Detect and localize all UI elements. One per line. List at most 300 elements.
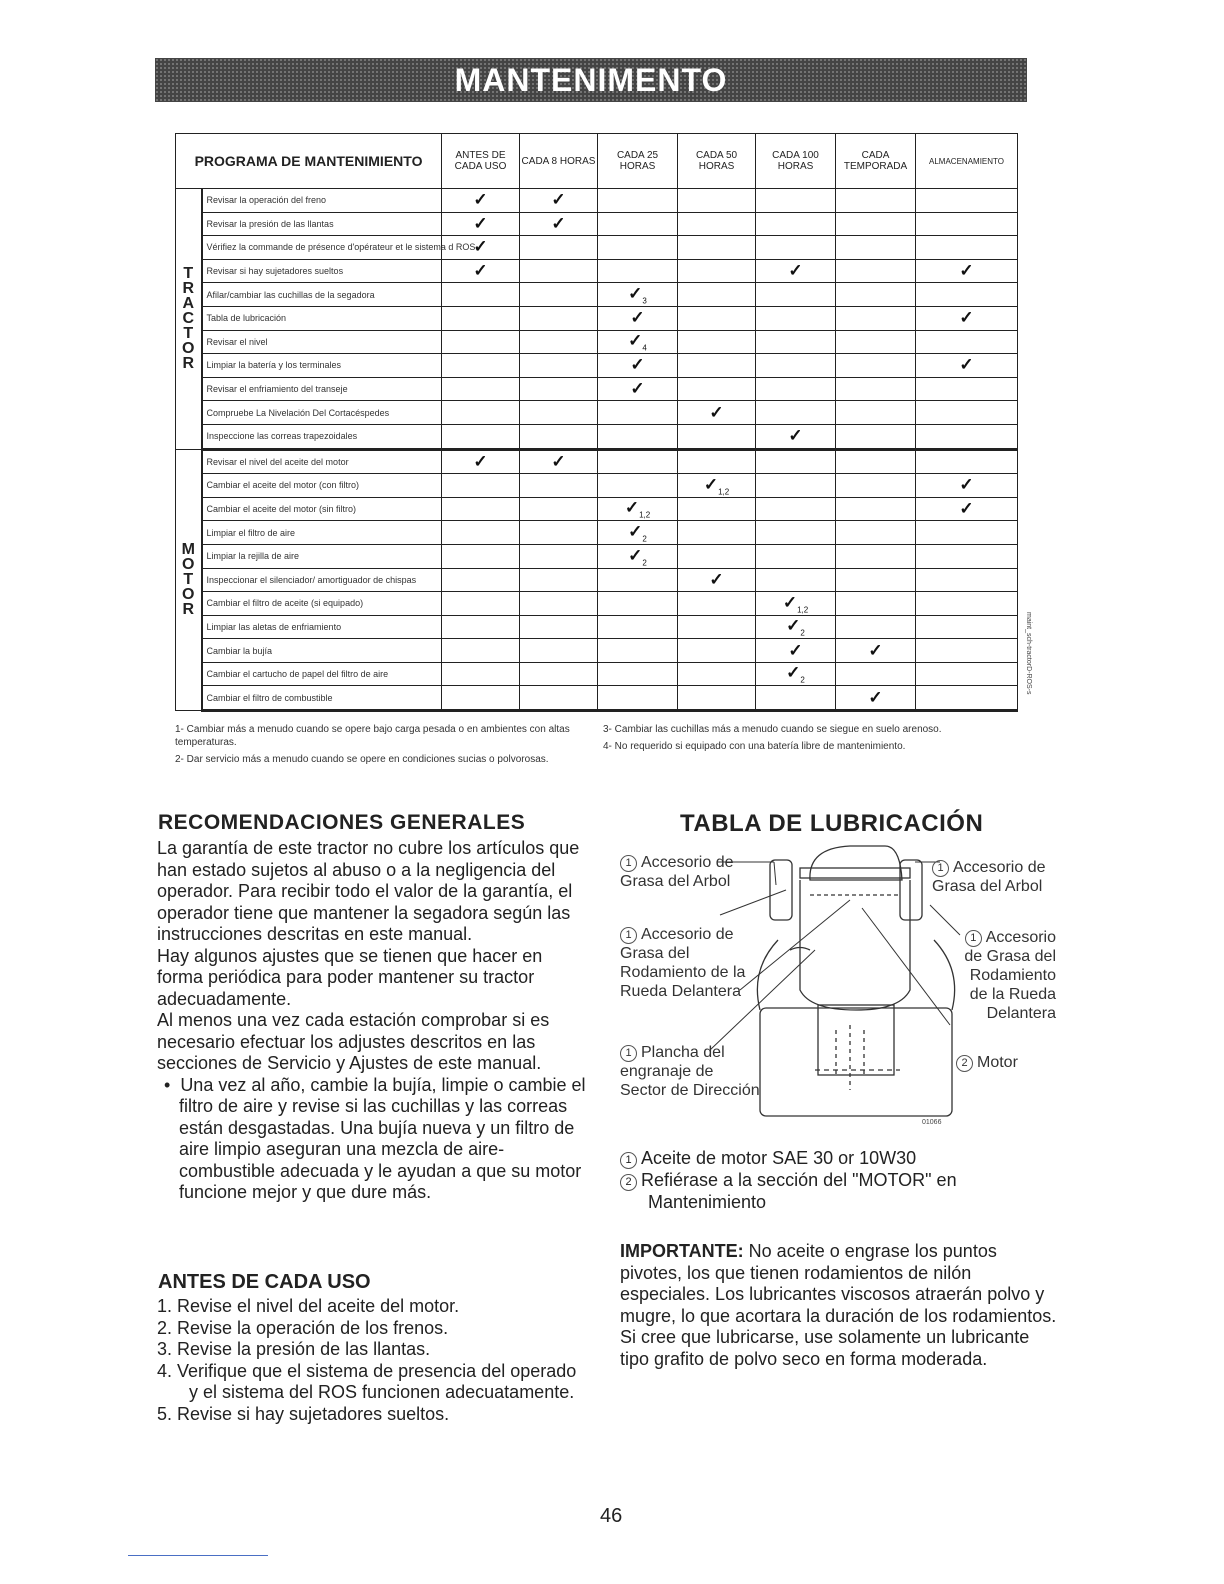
interval-cell <box>442 686 520 711</box>
interval-cell <box>678 615 756 639</box>
task-cell: Revisar el enfriamiento del transeje <box>202 377 442 401</box>
interval-cell <box>442 259 520 283</box>
interval-cell <box>916 424 1018 449</box>
check-mark-icon: ✓ <box>868 687 883 707</box>
interval-cell <box>598 686 678 711</box>
interval-cell <box>836 497 916 521</box>
important-label: IMPORTANTE: <box>620 1241 744 1261</box>
footnote-ref: 2 <box>800 675 805 685</box>
task-cell: Compruebe La Nivelación Del Cortacéspedes <box>202 401 442 425</box>
before-use-list <box>157 1296 587 1425</box>
interval-cell <box>836 662 916 686</box>
check-mark-icon: ✓ <box>551 190 566 210</box>
check-mark-icon: ✓ <box>959 308 974 328</box>
number-1-icon: 1 <box>620 927 637 944</box>
schedule-row <box>176 424 1018 449</box>
footnotes-left <box>175 723 575 770</box>
footnotes-right <box>603 723 1023 757</box>
interval-cell <box>678 401 756 425</box>
interval-cell <box>916 639 1018 663</box>
check-mark-icon: ✓ <box>788 261 803 281</box>
interval-cell <box>678 330 756 354</box>
footer-rule <box>128 1555 268 1556</box>
check-mark-icon: ✓ <box>473 237 488 257</box>
interval-cell <box>756 306 836 330</box>
interval-cell <box>678 259 756 283</box>
interval-cell <box>598 424 678 449</box>
footnote: 1- Cambiar más a menudo cuando se opere bajo carga pesada o en ambientes con altas temperaturas. <box>175 724 570 748</box>
check-mark-icon: ✓ <box>959 499 974 519</box>
task-cell: Revisar la presión de las llantas <box>202 212 442 236</box>
maintenance-schedule-table <box>175 133 1018 712</box>
interval-cell <box>916 212 1018 236</box>
transmission-lines <box>836 1025 864 1090</box>
interval-cell <box>836 615 916 639</box>
interval-cell <box>756 377 836 401</box>
task-cell: Limpiar el filtro de aire <box>202 521 442 545</box>
interval-cell <box>678 377 756 401</box>
interval-cell <box>442 474 520 498</box>
interval-cell <box>442 449 520 474</box>
task-cell: Revisar el nivel del aceite del motor <box>202 449 442 474</box>
interval-cell <box>916 592 1018 616</box>
interval-cell <box>916 474 1018 498</box>
tractor-body <box>800 880 910 1010</box>
interval-cell <box>442 615 520 639</box>
schedule-row <box>176 474 1018 498</box>
interval-cell <box>836 639 916 663</box>
check-mark-icon: ✓ <box>786 616 801 636</box>
check-mark-icon: ✓ <box>551 213 566 233</box>
check-mark-icon: ✓ <box>703 474 719 494</box>
interval-cell <box>756 236 836 260</box>
interval-cell <box>520 639 598 663</box>
interval-cell <box>442 236 520 260</box>
note-item: 2 Refiérase a la sección del "MOTOR" en Mantenimiento <box>620 1169 1060 1213</box>
schedule-row <box>176 330 1018 354</box>
interval-cell <box>678 639 756 663</box>
list-item: 3. Revise la presión de las llantas. <box>157 1339 431 1359</box>
interval-cell <box>836 401 916 425</box>
paragraph: La garantía de este tractor no cubre los artículos que han estado sujetos al abuso o a la negligencia del operador. Para recibir todo el valor de la garantía, el operador tiene que mantener la segadora según las instrucciones descritas en este manual. <box>157 838 580 944</box>
interval-cell <box>916 449 1018 474</box>
interval-cell <box>520 330 598 354</box>
interval-cell <box>598 592 678 616</box>
header-cell: CADA 25 HORAS <box>598 134 678 189</box>
schedule-row <box>176 615 1018 639</box>
task-cell: Cambiar la bujía <box>202 639 442 663</box>
interval-cell <box>678 283 756 307</box>
interval-cell <box>756 639 836 663</box>
footnote-ref: 2 <box>642 534 647 544</box>
interval-cell <box>598 236 678 260</box>
list-item: 4. Verifique que el sistema de presencia del operado y el sistema del ROS funcionen adecuatamente. <box>157 1360 577 1402</box>
interval-cell <box>520 377 598 401</box>
interval-cell <box>598 521 678 545</box>
task-cell: Vérifiez la commande de présence d'opérateur et le sistema d ROS <box>202 236 442 260</box>
interval-cell <box>916 615 1018 639</box>
interval-cell <box>520 662 598 686</box>
interval-cell <box>836 306 916 330</box>
interval-cell <box>916 686 1018 711</box>
schedule-row <box>176 497 1018 521</box>
interval-cell <box>442 283 520 307</box>
schedule-row <box>176 306 1018 330</box>
interval-cell <box>916 283 1018 307</box>
check-mark-icon: ✓ <box>628 545 643 565</box>
task-cell: Afilar/cambiar las cuchillas de la segadora <box>202 283 442 307</box>
interval-cell <box>598 306 678 330</box>
interval-cell <box>442 189 520 213</box>
interval-cell <box>678 189 756 213</box>
check-mark-icon: ✓ <box>788 640 803 660</box>
schedule-row <box>176 521 1018 545</box>
interval-cell <box>916 377 1018 401</box>
interval-cell <box>442 354 520 378</box>
interval-cell <box>442 212 520 236</box>
check-mark-icon: ✓ <box>709 569 724 589</box>
task-cell: Revisar la operación del freno <box>202 189 442 213</box>
interval-cell <box>598 401 678 425</box>
check-mark-icon: ✓ <box>630 379 645 399</box>
number-2-icon: 2 <box>620 1174 637 1191</box>
interval-cell <box>678 662 756 686</box>
front-axle <box>800 868 910 878</box>
footnote-ref: 2 <box>642 557 647 567</box>
interval-cell <box>520 424 598 449</box>
interval-cell <box>916 330 1018 354</box>
interval-cell <box>598 449 678 474</box>
interval-cell <box>836 449 916 474</box>
schedule-row <box>176 449 1018 474</box>
check-mark-icon: ✓ <box>473 190 488 210</box>
paragraph: Hay algunos ajustes que se tienen que hacer en forma periódica para poder mantener su tractor adecuadamente. <box>157 945 543 1009</box>
interval-cell <box>836 424 916 449</box>
program-title: PROGRAMA DE MANTENIMIENTO <box>176 134 442 189</box>
interval-cell <box>836 686 916 711</box>
interval-cell <box>678 306 756 330</box>
interval-cell <box>836 568 916 592</box>
footnote-ref: 1,2 <box>797 605 809 615</box>
check-mark-icon: ✓ <box>959 261 974 281</box>
check-mark-icon: ✓ <box>788 426 803 446</box>
interval-cell <box>678 474 756 498</box>
note-item: 1 Aceite de motor SAE 30 or 10W30 <box>620 1147 1060 1169</box>
number-2-icon: 2 <box>956 1055 973 1072</box>
schedule-row <box>176 568 1018 592</box>
header-cell: ALMACENAMIENTO <box>916 134 1018 189</box>
interval-cell <box>598 212 678 236</box>
page-number: 46 <box>600 1505 623 1527</box>
interval-cell <box>836 544 916 568</box>
label-sector-plate: 1 Plancha del engranaje de Sector de Dirección <box>620 1044 760 1099</box>
interval-cell <box>520 474 598 498</box>
check-mark-icon: ✓ <box>782 592 798 612</box>
interval-cell <box>520 236 598 260</box>
task-cell: Revisar el nivel <box>202 330 442 354</box>
interval-cell <box>598 283 678 307</box>
interval-cell <box>520 592 598 616</box>
check-mark-icon: ✓ <box>473 213 488 233</box>
interval-cell <box>836 212 916 236</box>
task-cell: Inspeccionar el silenciador/ amortiguador de chispas <box>202 568 442 592</box>
interval-cell <box>598 354 678 378</box>
interval-cell <box>520 306 598 330</box>
interval-cell <box>598 568 678 592</box>
interval-cell <box>756 544 836 568</box>
check-mark-icon: ✓ <box>786 663 801 683</box>
number-1-icon: 1 <box>620 855 637 872</box>
interval-cell <box>442 497 520 521</box>
interval-cell <box>442 639 520 663</box>
task-cell: Cambiar el filtro de aceite (si equipado) <box>202 592 442 616</box>
interval-cell <box>916 306 1018 330</box>
important-note <box>620 1241 1060 1370</box>
header-cell: CADA 50 HORAS <box>678 134 756 189</box>
interval-cell <box>916 259 1018 283</box>
interval-cell <box>678 236 756 260</box>
interval-cell <box>836 474 916 498</box>
task-cell: Revisar si hay sujetadores sueltos <box>202 259 442 283</box>
task-cell: Limpiar la batería y los terminales <box>202 354 442 378</box>
footnote: 2- Dar servicio más a menudo cuando se opere en condiciones sucias o polvorosas. <box>175 754 549 765</box>
interval-cell <box>916 236 1018 260</box>
interval-cell <box>598 189 678 213</box>
number-1-icon: 1 <box>965 930 982 947</box>
interval-cell <box>916 497 1018 521</box>
interval-cell <box>836 377 916 401</box>
header-cell: CADA TEMPORADA <box>836 134 916 189</box>
interval-cell <box>916 544 1018 568</box>
list-item: 5. Revise si hay sujetadores sueltos. <box>157 1403 450 1424</box>
interval-cell <box>442 330 520 354</box>
interval-cell <box>916 354 1018 378</box>
label-axle-left: 1 Accesorio de Grasa del Arbol <box>620 854 734 890</box>
interval-cell <box>442 544 520 568</box>
seat-base <box>818 1005 894 1075</box>
interval-cell <box>598 330 678 354</box>
interval-cell <box>756 189 836 213</box>
interval-cell <box>678 212 756 236</box>
schedule-row <box>176 544 1018 568</box>
check-mark-icon: ✓ <box>551 451 566 471</box>
list-item: 2. Revise la operación de los frenos. <box>157 1317 449 1338</box>
check-mark-icon: ✓ <box>868 640 883 660</box>
interval-cell <box>598 639 678 663</box>
interval-cell <box>520 189 598 213</box>
interval-cell <box>756 497 836 521</box>
interval-cell <box>598 544 678 568</box>
task-cell: Cambiar el cartucho de papel del filtro de aire <box>202 662 442 686</box>
check-mark-icon: ✓ <box>959 355 974 375</box>
interval-cell <box>442 662 520 686</box>
schedule-row <box>176 283 1018 307</box>
interval-cell <box>520 497 598 521</box>
important-text: No aceite o engrase los puntos pivotes, los que tienen rodamientos de nilón especiales. Los lubricantes viscosos atraerán polvo y mugre, lo que acortara la duración de los rodamientos. Si cree que lubricarse, use solamente un lubricante tipo grafito de polvo seco en forma moderada. <box>620 1241 1057 1369</box>
interval-cell <box>520 212 598 236</box>
interval-cell <box>836 521 916 545</box>
interval-cell <box>836 592 916 616</box>
footnote: 3- Cambiar las cuchillas más a menudo cuando se siegue en suelo arenoso. <box>603 724 942 735</box>
interval-cell <box>756 424 836 449</box>
schedule-row <box>176 686 1018 711</box>
label-wheel-right: 1 Accesorio de Grasa del Rodamiento de la Rueda Delantera <box>964 929 1056 1022</box>
schedule-row <box>176 592 1018 616</box>
check-mark-icon: ✓ <box>473 451 488 471</box>
check-mark-icon: ✓ <box>630 355 645 375</box>
check-mark-icon: ✓ <box>959 475 974 495</box>
task-cell: Limpiar la rejilla de aire <box>202 544 442 568</box>
number-1-icon: 1 <box>620 1045 637 1062</box>
task-cell: Cambiar el aceite del motor (con filtro) <box>202 474 442 498</box>
lubrication-notes <box>620 1147 1060 1213</box>
task-cell: Tabla de lubricación <box>202 306 442 330</box>
banner-title: MANTENIMENTO <box>454 61 728 98</box>
diagram-code: 01066 <box>922 1119 942 1126</box>
interval-cell <box>678 544 756 568</box>
interval-cell <box>916 568 1018 592</box>
schedule-row <box>176 401 1018 425</box>
interval-cell <box>756 615 836 639</box>
interval-cell <box>756 449 836 474</box>
interval-cell <box>598 615 678 639</box>
lubrication-title: TABLA DE LUBRICACIÓN <box>680 810 984 837</box>
check-mark-icon: ✓ <box>628 331 643 351</box>
interval-cell <box>520 686 598 711</box>
footnote-ref: 1,2 <box>718 487 730 497</box>
interval-cell <box>598 377 678 401</box>
interval-cell <box>836 259 916 283</box>
interval-cell <box>678 497 756 521</box>
leader-line <box>774 862 776 885</box>
interval-cell <box>756 354 836 378</box>
recommendations-title: RECOMENDACIONES GENERALES <box>158 811 526 834</box>
task-cell: Cambiar el aceite del motor (sin filtro) <box>202 497 442 521</box>
interval-cell <box>442 592 520 616</box>
check-mark-icon: ✓ <box>473 261 488 281</box>
interval-cell <box>756 283 836 307</box>
schedule-row <box>176 377 1018 401</box>
check-mark-icon: ✓ <box>628 521 643 541</box>
front-wheel-left <box>770 860 792 920</box>
check-mark-icon: ✓ <box>709 402 724 422</box>
interval-cell <box>442 401 520 425</box>
rear-deck <box>760 1008 952 1116</box>
header-cell: CADA 100 HORAS <box>756 134 836 189</box>
interval-cell <box>836 354 916 378</box>
interval-cell <box>756 212 836 236</box>
interval-cell <box>442 521 520 545</box>
schedule-row <box>176 354 1018 378</box>
interval-cell <box>442 306 520 330</box>
interval-cell <box>598 259 678 283</box>
interval-cell <box>598 474 678 498</box>
interval-cell <box>442 424 520 449</box>
schedule-row <box>176 189 1018 213</box>
section-label-motor: M O T O R <box>176 449 202 711</box>
interval-cell <box>836 283 916 307</box>
tractor-hood-top <box>810 846 902 880</box>
footnote-ref: 3 <box>642 296 647 306</box>
interval-cell <box>520 283 598 307</box>
interval-cell <box>520 449 598 474</box>
schedule-row <box>176 236 1018 260</box>
footnote-ref: 1,2 <box>639 510 651 520</box>
interval-cell <box>756 474 836 498</box>
interval-cell <box>756 259 836 283</box>
interval-cell <box>678 686 756 711</box>
interval-cell <box>678 568 756 592</box>
label-motor: 2 Motor <box>956 1053 1046 1072</box>
paragraph: Al menos una vez cada estación comprobar si es necesario efectuar los adjustes descritos en las secciones de Servicio y Ajustes de este manual. <box>157 1010 550 1073</box>
interval-cell <box>756 330 836 354</box>
before-use-title: ANTES DE CADA USO <box>158 1271 371 1293</box>
interval-cell <box>598 497 678 521</box>
front-wheel-right <box>900 860 922 920</box>
leader-line <box>720 890 786 915</box>
interval-cell <box>916 189 1018 213</box>
schedule-row <box>176 662 1018 686</box>
side-reference-id: maint_sch-tractorD-ROS-s <box>1025 612 1032 695</box>
schedule-row <box>176 259 1018 283</box>
task-cell: Cambiar el filtro de combustible <box>202 686 442 711</box>
interval-cell <box>836 189 916 213</box>
bullet-item: • Una vez al año, cambie la bujía, limpie o cambie el filtro de aire y revise si las cuchillas y las correas están desgastadas. Una bujía nueva y un filtro de aire limpio aseguran una mezcla de aire-combustible adecuada y le ayudan a que su motor funcione mejor y que dure más. <box>164 1074 586 1202</box>
interval-cell <box>678 449 756 474</box>
interval-cell <box>678 424 756 449</box>
interval-cell <box>756 662 836 686</box>
interval-cell <box>520 259 598 283</box>
interval-cell <box>756 592 836 616</box>
task-cell: Limpiar las aletas de enfriamiento <box>202 615 442 639</box>
bullet-text: Una vez al año, cambie la bujía, limpie o cambie el filtro de aire y revise si las cuchillas y las correas están desgastadas. Una bujía nueva y un filtro de aire limpio aseguran una mezcla de aire-combustible adecuada y le ayudan a que su motor funcione mejor y que dure más. <box>179 1074 586 1202</box>
interval-cell <box>598 662 678 686</box>
label-axle-right: 1 Accesorio de Grasa del Arbol <box>932 859 1046 895</box>
schedule-row <box>176 212 1018 236</box>
interval-cell <box>756 401 836 425</box>
task-cell: Inspeccione las correas trapezoidales <box>202 424 442 449</box>
interval-cell <box>678 592 756 616</box>
interval-cell <box>836 330 916 354</box>
number-1-icon: 1 <box>932 860 949 877</box>
interval-cell <box>916 521 1018 545</box>
check-mark-icon: ✓ <box>624 498 640 518</box>
interval-cell <box>520 521 598 545</box>
footnote: 4- No requerido si equipado con una batería libre de mantenimiento. <box>603 741 906 752</box>
interval-cell <box>520 354 598 378</box>
header-cell: ANTES DE CADA USO <box>442 134 520 189</box>
interval-cell <box>836 236 916 260</box>
schedule-row <box>176 639 1018 663</box>
number-1-icon: 1 <box>620 1152 637 1169</box>
section-label-tractor: T R A C T O R <box>176 189 202 450</box>
interval-cell <box>756 568 836 592</box>
list-item: 1. Revise el nivel del aceite del motor. <box>157 1296 460 1316</box>
interval-cell <box>678 354 756 378</box>
interval-cell <box>520 615 598 639</box>
schedule-header-row <box>176 134 1018 189</box>
fender-left <box>757 940 778 1010</box>
check-mark-icon: ✓ <box>630 308 645 328</box>
interval-cell <box>916 662 1018 686</box>
page-banner <box>155 58 1027 102</box>
check-mark-icon: ✓ <box>628 283 643 303</box>
interval-cell <box>442 568 520 592</box>
interval-cell <box>442 377 520 401</box>
interval-cell <box>520 401 598 425</box>
interval-cell <box>520 544 598 568</box>
interval-cell <box>520 568 598 592</box>
